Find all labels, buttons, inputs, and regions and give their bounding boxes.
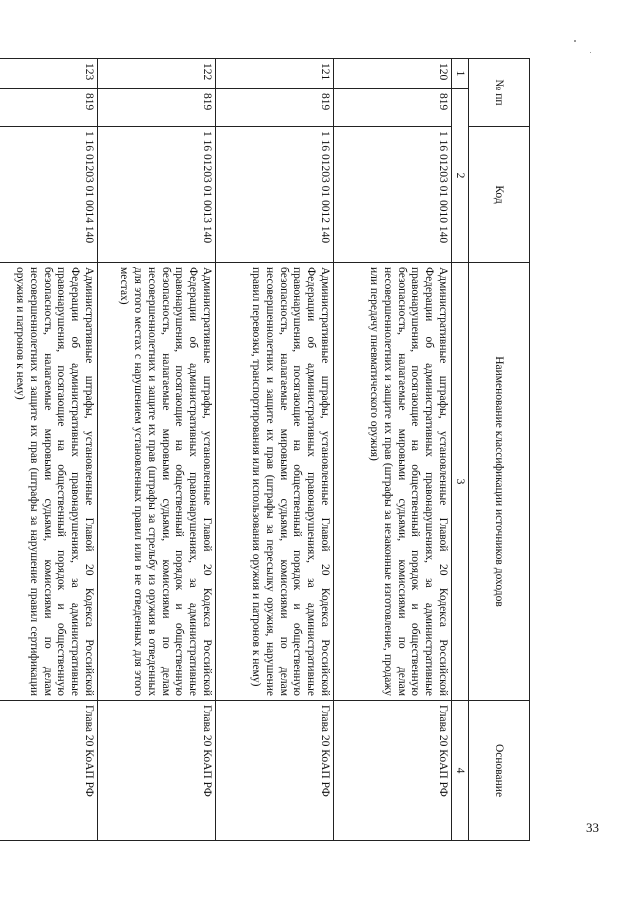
column-number: 1 — [452, 59, 469, 89]
header-name: Наименование классификации источников доходов — [469, 263, 530, 701]
table-row — [216, 59, 334, 841]
page-number: 33 — [586, 820, 599, 835]
table-row — [334, 59, 452, 841]
header-basis: Основание — [469, 701, 530, 841]
legal-basis: Глава 20 КоАП РФ — [334, 701, 452, 841]
row-number: 120 — [334, 59, 452, 89]
admin-code: 819 — [0, 89, 98, 127]
header-code: Код — [469, 127, 530, 263]
revenue-classification-table — [0, 58, 530, 841]
table-row — [98, 59, 216, 841]
admin-code: 819 — [216, 89, 334, 127]
admin-code: 819 — [334, 89, 452, 127]
revenue-code: 1 16 01203 01 0014 140 — [0, 127, 98, 263]
legal-basis: Глава 20 КоАП РФ — [98, 701, 216, 841]
column-number: 3 — [452, 263, 469, 701]
revenue-code: 1 16 01203 01 0010 140 — [334, 127, 452, 263]
revenue-code: 1 16 01203 01 0013 140 — [98, 127, 216, 263]
column-number-row — [452, 59, 469, 841]
revenue-code: 1 16 01203 01 0012 140 — [216, 127, 334, 263]
table-header-row — [469, 59, 530, 841]
table-row — [0, 59, 98, 841]
legal-basis: Глава 20 КоАП РФ — [0, 701, 98, 841]
revenue-name: Административные штрафы, установленные Главой 20 Кодекса Российской Федерации об административных правонарушениях, за административные правонарушения, посягающие на общественный порядок и общественную безопасность, налагаемые мировыми судьями, комиссиями по делам несовершеннолетних и защите их прав (штрафы за пересылку оружия, нарушение правил перевозки, транспортирования или использования оружия и патронов к нему) — [216, 263, 334, 701]
column-number: 2 — [452, 89, 469, 263]
revenue-name: Административные штрафы, установленные Главой 20 Кодекса Российской Федерации об административных правонарушениях, за административные правонарушения, посягающие на общественный порядок и общественную безопасность, налагаемые мировыми судьями, комиссиями по делам несовершеннолетних и защите их прав (штрафы за незаконные изготовление, продажу или передачу пневматического оружия) — [334, 263, 452, 701]
legal-basis: Глава 20 КоАП РФ — [216, 701, 334, 841]
revenue-name: Административные штрафы, установленные Главой 20 Кодекса Российской Федерации об административных правонарушениях, за административные правонарушения, посягающие на общественный порядок и общественную безопасность, налагаемые мировыми судьями, комиссиями по делам несовершеннолетних и защите их прав (штрафы за нарушение правил сертификации оружия и патронов к нему) — [0, 263, 98, 701]
row-number: 123 — [0, 59, 98, 89]
header-number: № пп — [469, 59, 530, 127]
row-number: 122 — [98, 59, 216, 89]
admin-code: 819 — [98, 89, 216, 127]
row-number: 121 — [216, 59, 334, 89]
column-number: 4 — [452, 701, 469, 841]
revenue-name: Административные штрафы, установленные Главой 20 Кодекса Российской Федерации об административных правонарушениях, за административные правонарушения, посягающие на общественный порядок и общественную безопасность, налагаемые мировыми судьями, комиссиями по делам несовершеннолетних и защите их прав (штрафы за стрельбу из оружия в отведенных для этого местах с нарушением установленных правил или в не отведенных для этого местах) — [98, 263, 216, 701]
